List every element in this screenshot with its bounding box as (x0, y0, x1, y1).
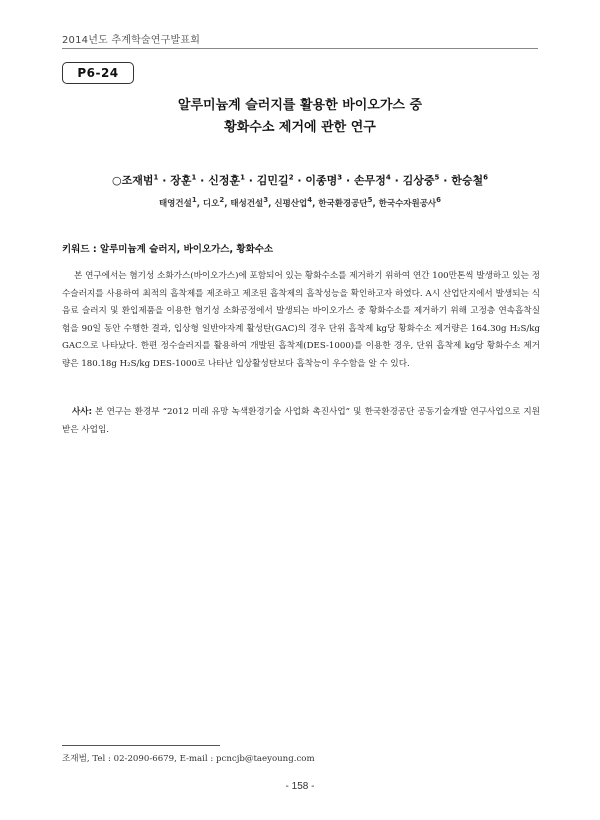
author-superscript: 5 (434, 173, 440, 182)
affiliation-name: 한국환경공단 (318, 198, 368, 209)
author-name: 손무정 (354, 174, 386, 187)
author-superscript: 4 (385, 173, 391, 182)
affiliation-separator: , (372, 198, 379, 209)
header-divider (62, 48, 538, 49)
affiliation-separator: , (312, 198, 319, 209)
author-superscript: 1 (240, 173, 245, 182)
author-superscript: 3 (337, 173, 343, 182)
author-superscript: 1 (191, 173, 197, 182)
affiliation-list (62, 196, 538, 209)
authors-container (122, 174, 488, 187)
affiliation-superscript: 6 (436, 196, 442, 204)
author-separator: · (439, 174, 452, 187)
conference-header: 2014년도 추계학술연구발표회 (62, 35, 201, 46)
ack-text: 본 연구는 환경부 “2012 미래 유망 녹색환경기술 사업화 촉진사업” 및 한국환경공단 공동기술개발 연구사업으로 지원받은 사업임. (62, 407, 540, 435)
ack-label: 사사: (72, 407, 93, 417)
author-separator: · (244, 174, 257, 187)
presenter-mark: ○ (111, 174, 122, 187)
affiliation-superscript: 2 (219, 196, 225, 204)
author-name: 김민길 (256, 174, 289, 187)
author-separator: · (158, 174, 171, 187)
paper-code-badge: P6-24 (62, 62, 134, 84)
author-separator: · (342, 174, 355, 187)
title-line-1: 알루미늄계 슬러지를 활용한 바이오가스 중 (177, 98, 423, 113)
title-line-2: 황화수소 제거에 관한 연구 (224, 120, 376, 135)
author-name: 신정훈 (208, 174, 241, 187)
keywords: 키워드 : 알루미늄계 슬러지, 바이오가스, 황화수소 (62, 244, 274, 255)
affiliation-separator: , (268, 198, 275, 209)
author-separator: · (293, 174, 306, 187)
author-name: 이종명 (305, 174, 338, 187)
author-superscript: 6 (483, 173, 488, 182)
affiliation-name: 태영건설 (158, 198, 192, 209)
author-superscript: 1 (153, 173, 159, 182)
author-name: 장훈 (170, 174, 192, 187)
author-list (62, 172, 538, 188)
affiliation-superscript: 1 (191, 196, 197, 204)
paper-title (62, 95, 538, 139)
affiliation-superscript: 5 (367, 196, 373, 204)
affiliation-name: 한국수자원공사 (378, 198, 437, 209)
affiliation-superscript: 4 (307, 196, 313, 204)
affiliation-name: 디오 (202, 198, 220, 209)
affiliation-superscript: 3 (263, 196, 269, 204)
affiliation-name: 신평산업 (274, 198, 308, 209)
affiliation-name: 태성건설 (230, 198, 264, 209)
footnote-divider (62, 745, 220, 746)
author-name: 조재범 (121, 174, 154, 187)
abstract-body: 본 연구에서는 혐기성 소화가스(바이오가스)에 포함되어 있는 황화수소를 제거하기 위하여 연간 100만톤씩 발생하고 있는 정수슬러지를 사용하여 최적의 흡착제를 제조하고 제조된 흡착제의 흡착성능을 확인하고자 하였다. A시 산업단지에서 발생되는 식음료 슬러지 및 환입제품을 이용한 혐기성 소화공정에서 발생되는 바이오가스 중 황화수소를 제거하기 위해 고정층 연속흡착실험을 90일 동안 수행한 결과, 입상형 일반야자계 활성탄(GAC)의 경우 단위 흡착제 kg당 황화수소 제거량은 164.30g H₂S/kg GAC으로 나타났다. 한편 정수슬러지를 활용하여 개발된 흡착제(DES-1000)를 이용한 경우, 단위 흡착제 kg당 황화수소 제거량은 180.18g H₂S/kg DES-1000로 나타난 입상활성탄보다 흡착능이 우수함을 알 수 있다. (62, 271, 540, 369)
corresponding-author-footnote: 조재범, Tel : 02-2090-6679, E-mail : pcncjb@taeyoung.com (62, 754, 315, 764)
affiliation-separator: , (224, 198, 231, 209)
author-separator: · (196, 174, 209, 187)
author-superscript: 2 (288, 173, 294, 182)
author-name: 한승철 (451, 174, 484, 187)
author-separator: · (390, 174, 403, 187)
author-name: 김상중 (402, 174, 435, 187)
affiliation-separator: , (196, 198, 203, 209)
page-number: - 158 - (285, 781, 315, 792)
acknowledgement (62, 404, 540, 439)
